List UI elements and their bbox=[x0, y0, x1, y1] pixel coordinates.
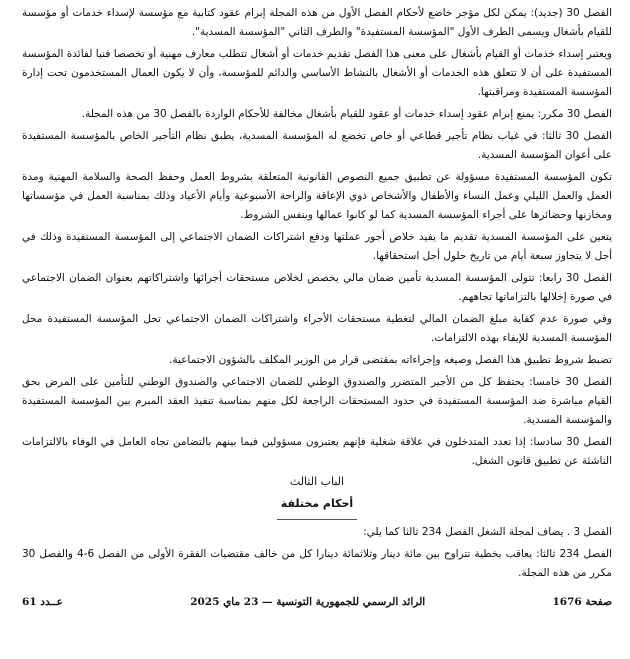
chapter-number: الباب الثالث bbox=[289, 475, 345, 488]
article-3: الفصل 3 . يضاف لمجلة الشغل الفصل 234 ثالثا كما يلي: bbox=[363, 526, 612, 538]
article-30-new: الفصل 30 (جديد): يمكن لكل مؤجر خاضع لأحكام الفصل الأول من هذه المجلة إبرام عقود كتابية مع مؤسسة لإسداء خدمات أو مؤسسة للقيام بأشغال ويسمى الطرف الأول "المؤسسة المستفيدة" والطرف الثاني "المؤسسة المسدية". bbox=[22, 7, 612, 38]
chapter-divider bbox=[277, 519, 357, 520]
paragraph-services-definition: ويعتبر إسداء خدمات أو القيام بأشغال على معنى هذا الفصل تقديم خدمات أو أشغال تتطلب معارف مهنية أو تخصصا فنيا لفائدة المؤسسة المستفيدة على أن لا تتعلق هذه الخدمات أو الأشغال بالنشاط الأساسي والدائم للمؤسسة، وأن لا يكون العمال المستخدمون تحت إدارة المؤسسة المستفيدة ومراقبتها. bbox=[22, 48, 612, 98]
paragraph-guarantee-insufficient: وفي صورة عدم كفاية مبلغ الضمان المالي لتغطية مستحقات الأجراء واشتراكات الضمان الاجتماعي تحل المؤسسة المستفيدة محل المؤسسة المسدية للإيفاء بهذه الالتزامات. bbox=[22, 313, 612, 344]
issue-number: عــدد 61 bbox=[22, 596, 63, 608]
article-30-sexies: الفصل 30 سادسا: إذا تعدد المتدخلون في علاقة شغلية فإنهم يعتبرون مسؤولين فيما بينهم بالتضامن تجاه العامل في الوفاء بالالتزامات الناشئة عن تطبيق قانون الشغل. bbox=[22, 436, 612, 467]
page-number: صفحة 1676 bbox=[552, 596, 612, 608]
article-30-ter: الفصل 30 ثالثا: في غياب نظام تأجير قطاعي أو خاص تخضع له المؤسسة المسدية، يطبق نظام التأجير الخاص بالمؤسسة المستفيدة على أعوان المؤسسة المسدية. bbox=[22, 130, 612, 161]
paragraph-implementation-decree: تضبط شروط تطبيق هذا الفصل وصيغه وإجراءاته بمقتضى قرار من الوزير المكلف بالشؤون الاجتماعية. bbox=[169, 354, 612, 366]
article-30-bis: الفصل 30 مكرر: يمنع إبرام عقود إسداء خدمات أو عقود للقيام بأشغال مخالفة للأحكام الواردة بالفصل 30 من هذه المجلة. bbox=[81, 108, 612, 120]
journal-title: الرائد الرسمي للجمهورية التونسية — 23 ماي 2025 bbox=[190, 596, 426, 608]
chapter-title: أحكام مختلفة bbox=[280, 497, 354, 510]
paragraph-wage-proof: يتعين على المؤسسة المسدية تقديم ما يفيد خلاص أجور عملتها ودفع اشتراكات الضمان الاجتماعي إلى المؤسسة المستفيدة وذلك في أجل لا يتجاوز سبعة أيام من تاريخ حلول أجل استحقاقها. bbox=[22, 231, 612, 262]
paragraph-beneficiary-responsibility: تكون المؤسسة المستفيدة مسؤولة عن تطبيق جميع النصوص القانونية المتعلقة بشروط العمل وحفظ الصحة والسلامة المهنية ومدة العمل والعمل الليلي وعمل النساء والأطفال والأشخاص ذوي الإعاقة والراحة الأسبوعية وأيام الأعياد وذلك بمناسبة العمل في مؤسساتها ومخازنها وحضائرها على أجراء المؤسسة المسدية كما لو كانوا عمالها وبنفس الشروط. bbox=[22, 171, 612, 221]
article-234-ter: الفصل 234 ثالثا: يعاقب بخطية تتراوح بين مائة دينار وثلاثمائة دينارا كل من خالف مقتضيات الفقرة الأولى من الفصل 6-4 والفصل 30 مكرر من هذه المجلة. bbox=[22, 548, 612, 579]
article-30-quater: الفصل 30 رابعا: تتولى المؤسسة المسدية تأمين ضمان مالي يخصص لخلاص مستحقات أجرائها واشتراكاتهم بعنوان الضمان الاجتماعي في صورة إخلالها بالتزاماتها تجاههم. bbox=[22, 272, 612, 303]
article-30-quinquies: الفصل 30 خامسا: يحتفظ كل من الأجير المتضرر والصندوق الوطني للضمان الاجتماعي والصندوق الوطني للتأمين على المرض بحق القيام مباشرة ضد المؤسسة المستفيدة في حدود المستحقات الراجعة لكل منهم بمناسبة تنفيذ العقد المبرم بين المؤسسة المستفيدة والمؤسسة المسدية. bbox=[22, 376, 612, 426]
page-footer bbox=[22, 596, 612, 608]
